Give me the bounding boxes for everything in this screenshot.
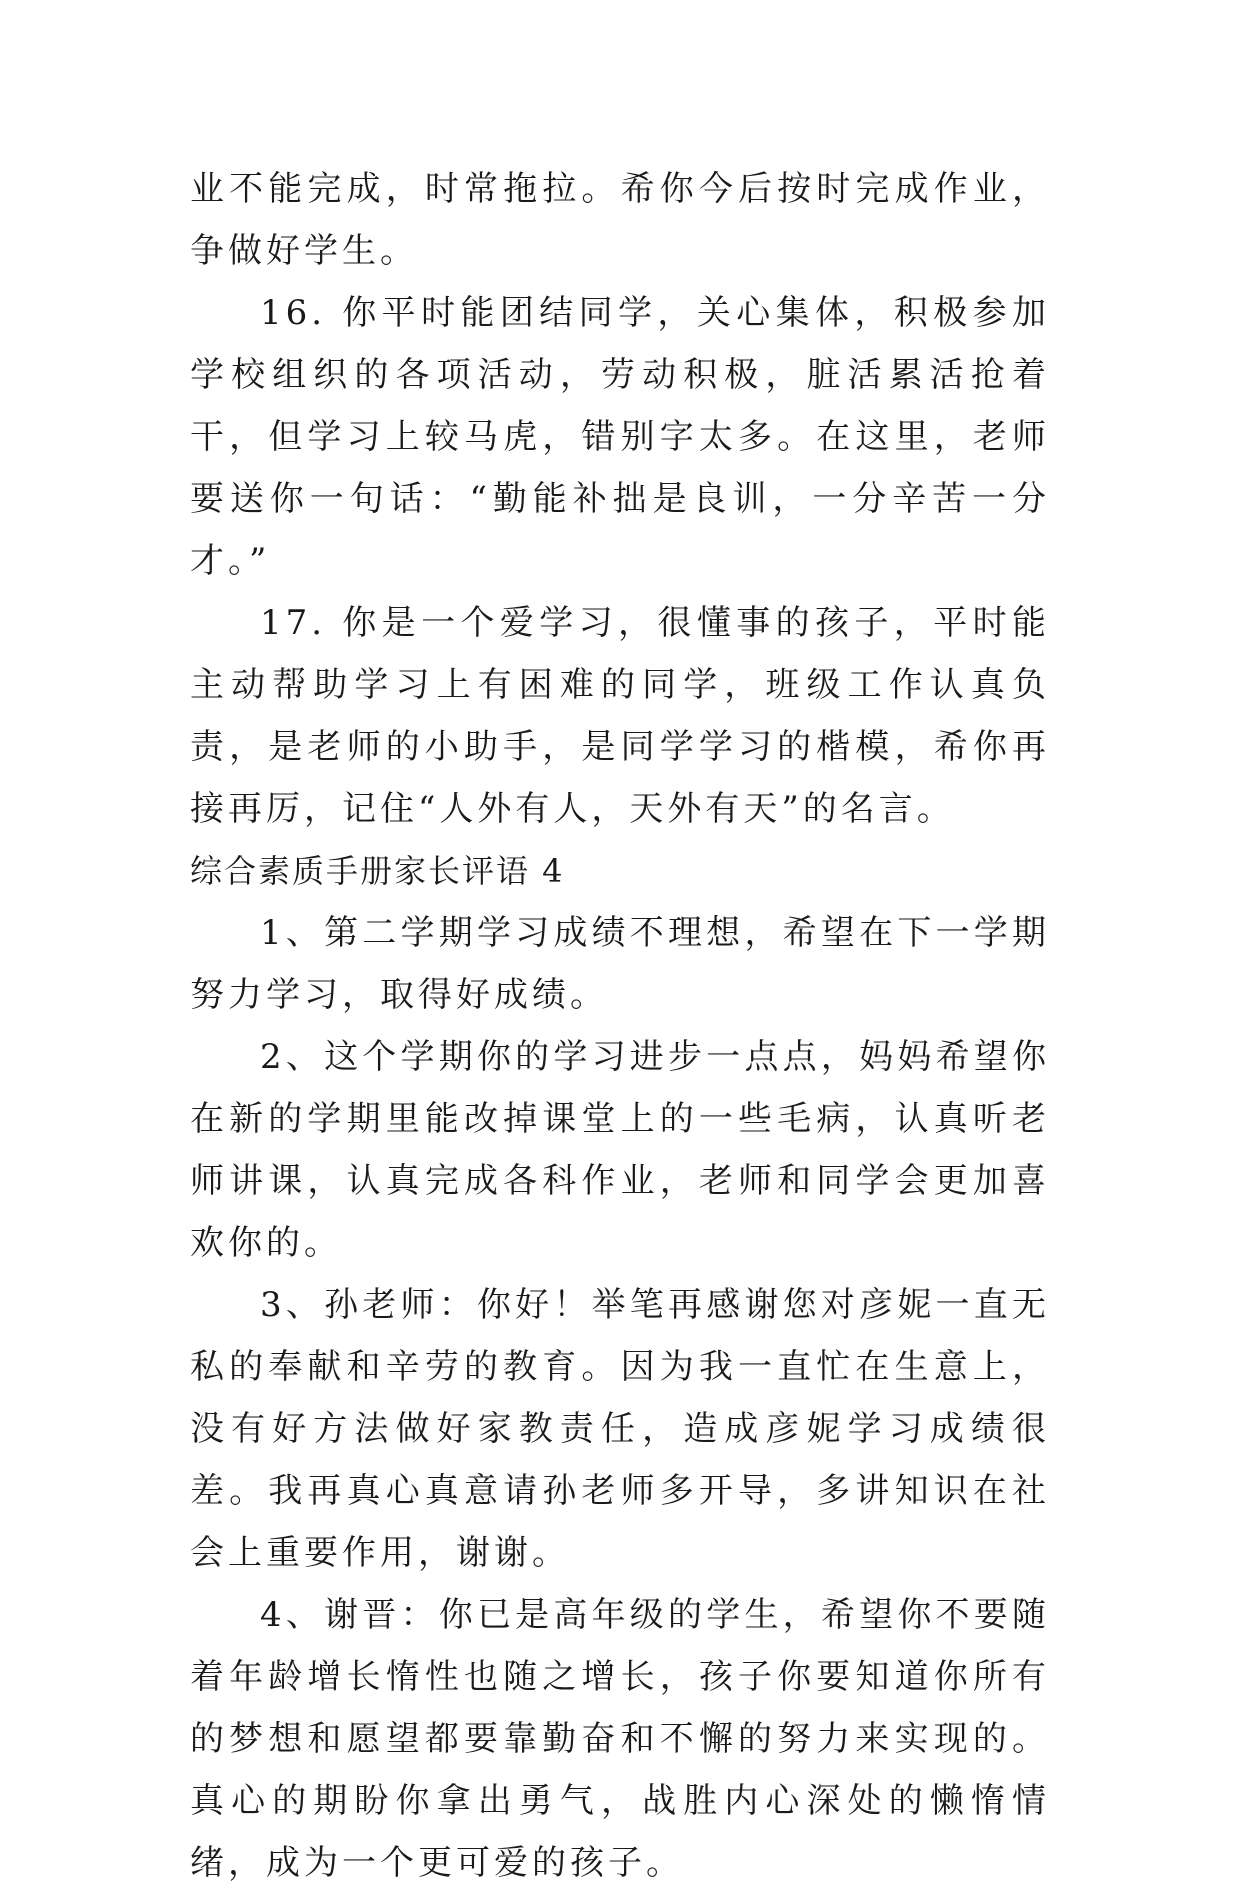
paragraph-parent-comment-3: 3、孙老师：你好！举笔再感谢您对彦妮一直无私的奉献和辛劳的教育。因为我一直忙在生意上，没有好方法做好家教责任，造成彦妮学习成绩很差。我再真心真意请孙老师多开导，多讲知识在社会上重要作用，谢谢。	[190, 1285, 1050, 1573]
paragraph-parent-comment-2: 2、这个学期你的学习进步一点点，妈妈希望你在新的学期里能改掉课堂上的一些毛病，认真听老师讲课，认真完成各科作业，老师和同学会更加喜欢你的。	[190, 1037, 1050, 1263]
document-body	[190, 158, 1050, 1894]
paragraph-parent-comment-1: 1、第二学期学习成绩不理想，希望在下一学期努力学习，取得好成绩。	[190, 913, 1050, 1015]
paragraph-comment-16: 16. 你平时能团结同学，关心集体，积极参加学校组织的各项活动，劳动积极，脏活累活抢着干，但学习上较马虎，错别字太多。在这里，老师要送你一句话：“勤能补拙是良训，一分辛苦一分才。”	[190, 293, 1050, 581]
section-title: 综合素质手册家长评语 4	[190, 852, 565, 890]
paragraph-parent-comment-4: 4、谢晋：你已是高年级的学生，希望你不要随着年龄增长惰性也随之增长，孩子你要知道你所有的梦想和愿望都要靠勤奋和不懈的努力来实现的。真心的期盼你拿出勇气，战胜内心深处的懒惰情绪，成为一个更可爱的孩子。	[190, 1595, 1050, 1883]
paragraph-comment-17: 17. 你是一个爱学习，很懂事的孩子，平时能主动帮助学习上有困难的同学，班级工作认真负责，是老师的小助手，是同学学习的楷模，希你再接再厉，记住“人外有人，天外有天”的名言。	[190, 603, 1050, 829]
paragraph-continuation: 业不能完成，时常拖拉。希你今后按时完成作业，争做好学生。	[190, 169, 1050, 271]
